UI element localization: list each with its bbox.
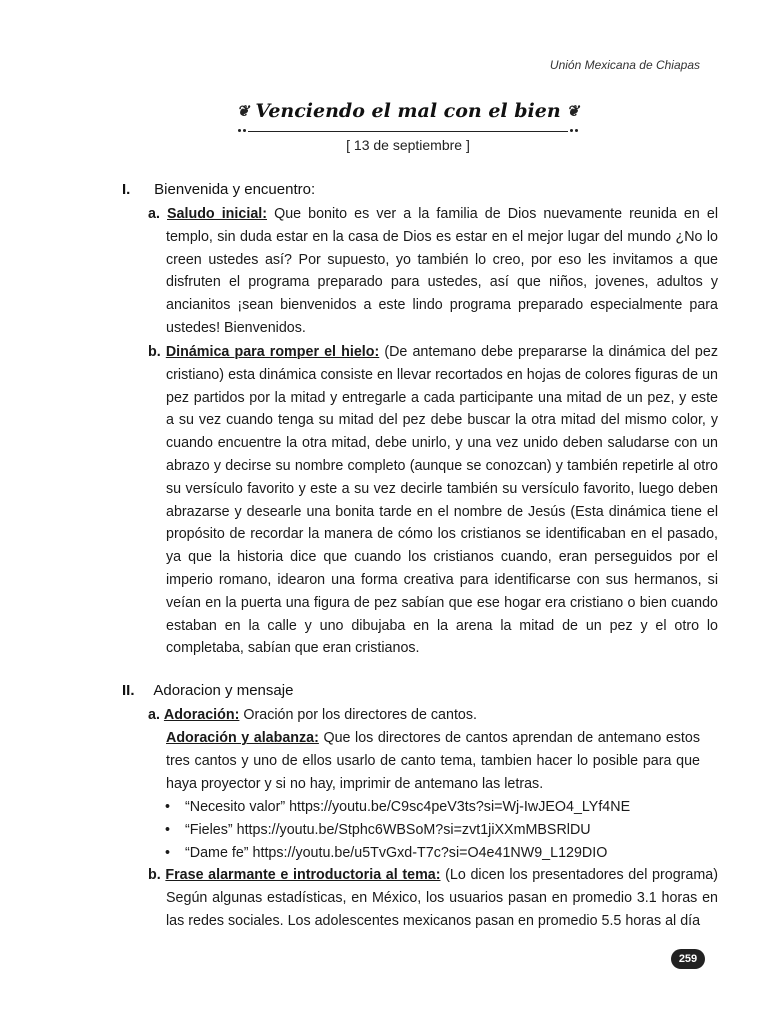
item-label: Adoración: — [163, 707, 240, 723]
link-list — [165, 796, 630, 864]
song-link[interactable]: “Necesito valor” https://youtu.be/C9sc4peV3ts?si=Wj-IwJEO4_LYf4NE — [185, 799, 631, 815]
leaf-ornament-right-icon: ❦ — [566, 102, 580, 120]
item-text: (Lo dicen los presentadores del programa) Según algunas estadísticas, en México, los usuarios pasan en promedio 3.1 horas en las redes sociales. Los adolescentes mexicanos pasan en promedio 5.5 horas al día — [166, 867, 718, 929]
divider-dot-icon — [570, 129, 573, 132]
divider-line — [248, 131, 568, 132]
section-number: II. — [122, 682, 135, 699]
item-label: Dinámica para romper el hielo: — [165, 344, 380, 360]
item-text: Que bonito es ver a la familia de Dios nuevamente reunida en el templo, sin duda estar en la casa de Dios es estar en el mejor lugar del mundo ¿No lo creen ustedes así? Por supuesto, yo también lo creo, por eso les invitamos a que disfruten el programa preparado para ustedes, así que niños, jovenes, adultos y ancianitos ¡sean bienvenidos a este lindo programa preparado especialmente para ustedes! Bienvenidos. — [166, 206, 718, 336]
list-item — [148, 704, 718, 727]
list-item — [148, 341, 718, 660]
list-item — [165, 796, 630, 819]
list-item — [148, 864, 718, 932]
list-item — [165, 819, 630, 842]
section-title: Adoracion y mensaje — [153, 682, 294, 699]
section-number: I. — [122, 181, 131, 198]
item-label: Frase alarmante e introductoria al tema: — [165, 867, 441, 883]
page-title-text: Venciendo el mal con el bien — [255, 100, 561, 122]
item-label: Saludo inicial: — [167, 206, 268, 222]
list-item — [148, 727, 700, 795]
section-heading — [122, 181, 315, 198]
page-number-badge: 259 — [671, 949, 705, 969]
section-heading — [122, 682, 293, 699]
header-organization: Unión Mexicana de Chiapas — [549, 58, 700, 72]
item-text: Que los directores de cantos aprendan de antemano estos tres cantos y uno de ellos usarlo de canto tema, tambien hacer lo posible para que haya proyector y si no hay, imprimir de antemano las letras. — [166, 730, 700, 792]
divider-dot-icon — [575, 129, 578, 132]
item-text: (De antemano debe prepararse la dinámica del pez cristiano) esta dinámica consiste en llevar recortados en hojas de colores figuras de un pez partidos por la mitad y entregarle a cada participante una mitad de un pez, y este a su vez cuando tenga su mitad del pez debe buscar la otra mitad del mismo color, y cuando encuentre la otra mitad, debe unirlo, y una vez unido deben saludarse con un abrazo y decirse su nombre completo (aunque se conozcan) y también repetirle al otro su versículo favorito y este a su vez decirle también su versículo favorito, luego deben abrazarse y desearle una bonita tarde en el nombre de Jesús (Esta dinámica tiene el propósito de recordar la manera de cómo los cristianos se identificaban en el pasado, ya que la historia dice que cuando los cristianos cuando, eran perseguidos por el imperio romano, idearon una forma creativa para identificarse con sus hermanos, si veían en la puerta una figura de pez sabían que ese hogar era cristiano o bien cuando estaban en la calle y uno dibujaba en la arena la mitad de un pez y el otro lo completaba, sabían que eran cristianos. — [166, 344, 718, 657]
date-label: [ 13 de septiembre ] — [346, 137, 470, 153]
item-marker: b. — [148, 344, 161, 360]
item-marker: b. — [148, 867, 161, 883]
item-text: Oración por los directores de cantos. — [239, 707, 477, 723]
bullet-icon: • — [165, 821, 171, 838]
item-label: Adoración y alabanza: — [166, 730, 319, 746]
title-block — [0, 100, 768, 122]
list-item — [148, 203, 718, 340]
page-title — [237, 100, 579, 122]
divider-dot-icon — [238, 129, 241, 132]
divider-dot-icon — [243, 129, 246, 132]
song-link[interactable]: “Dame fe” https://youtu.be/u5TvGxd-T7c?si=O4e41NW9_L129DIO — [185, 844, 608, 861]
item-marker: a. — [148, 206, 160, 222]
item-marker: a. — [148, 707, 160, 723]
list-item — [165, 842, 630, 865]
bullet-icon: • — [165, 799, 171, 815]
bullet-icon: • — [165, 844, 171, 861]
section-title: Bienvenida y encuentro: — [154, 181, 316, 198]
song-link[interactable]: “Fieles” https://youtu.be/Stphc6WBSoM?si=zvt1jiXXmMBSRlDU — [185, 821, 591, 838]
leaf-ornament-left-icon: ❦ — [236, 102, 250, 120]
